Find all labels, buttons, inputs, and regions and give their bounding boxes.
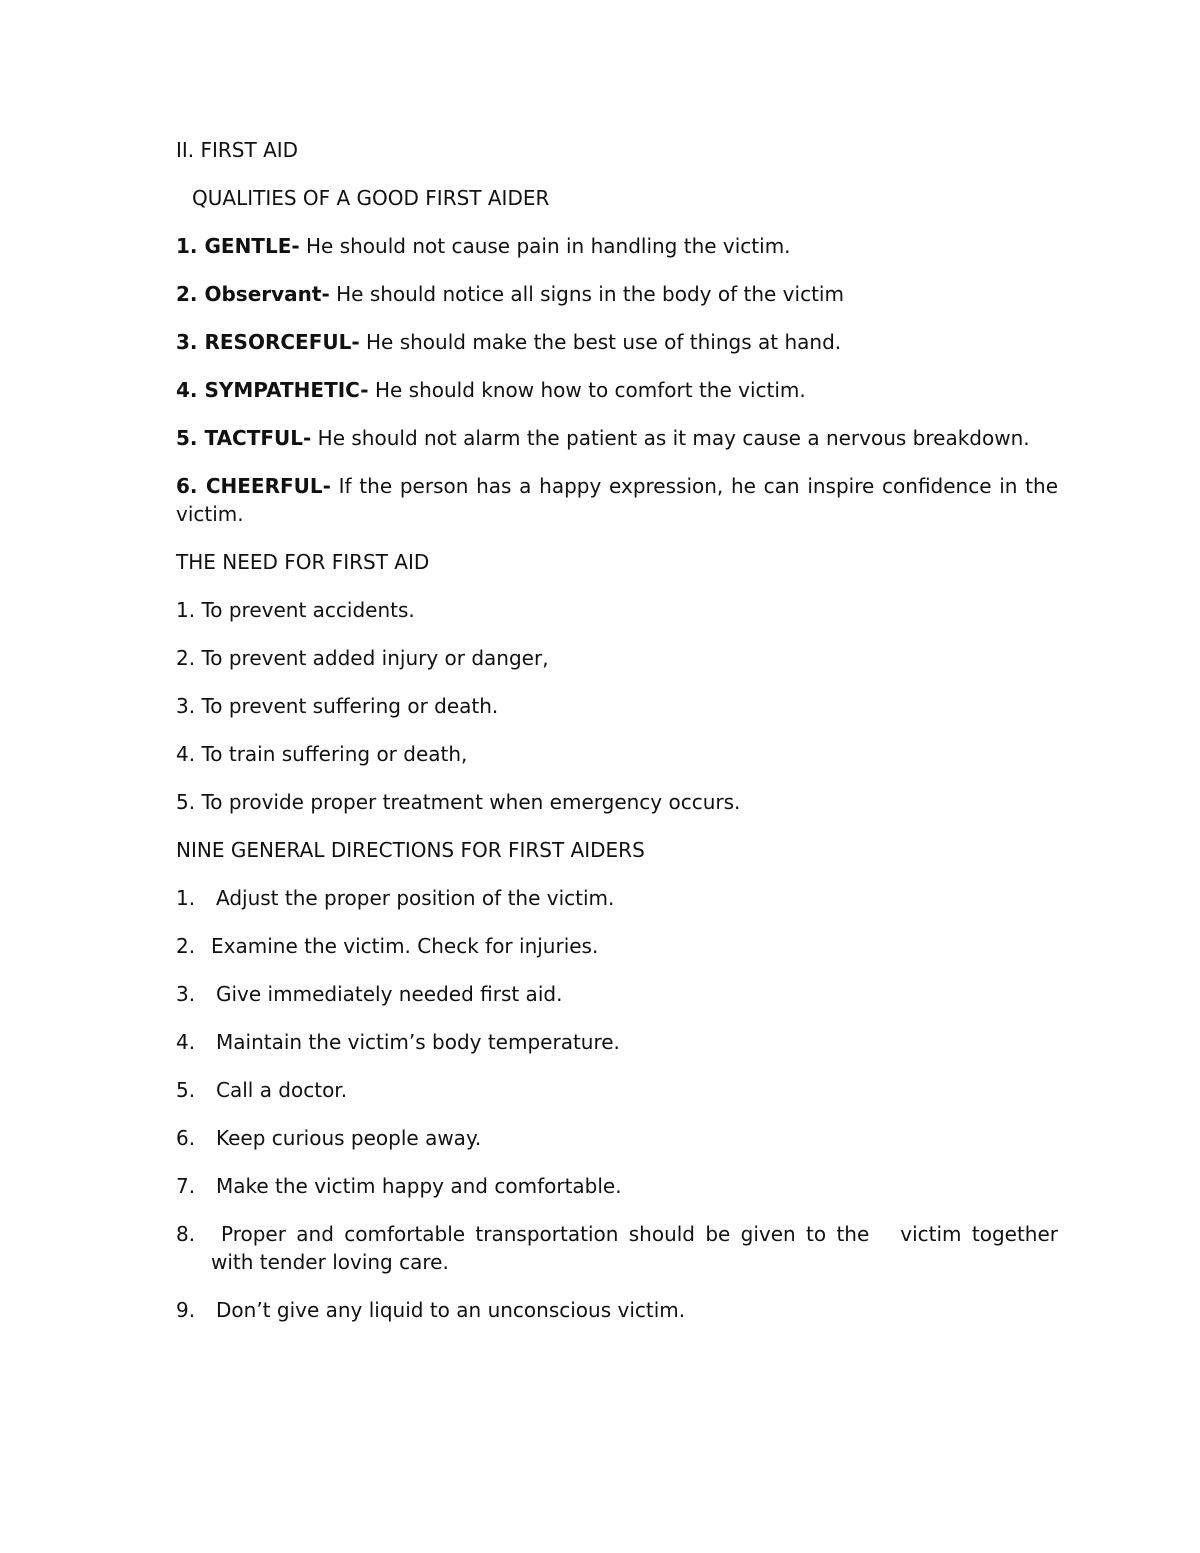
- direction-text: Proper and comfortable transportation should be given to the victim together with tender loving care.: [211, 1222, 1065, 1274]
- need-item: 5. To provide proper treatment when emergency occurs.: [176, 790, 741, 814]
- need-item: 3. To prevent suffering or death.: [176, 694, 499, 718]
- quality-term: Observant-: [204, 282, 330, 306]
- directions-heading: NINE GENERAL DIRECTIONS FOR FIRST AIDERS: [176, 838, 645, 862]
- quality-text: He should not alarm the patient as it may cause a nervous breakdown.: [311, 426, 1030, 450]
- quality-number: 1.: [176, 234, 198, 258]
- quality-number: 4.: [176, 378, 198, 402]
- quality-item-cheerful: [176, 472, 1058, 528]
- quality-number: 3.: [176, 330, 198, 354]
- direction-text: Maintain the victim’s body temperature.: [216, 1030, 620, 1054]
- need-heading: THE NEED FOR FIRST AID: [176, 550, 430, 574]
- quality-number: 2.: [176, 282, 198, 306]
- quality-item-sympathetic: [176, 376, 1058, 404]
- direction-number: 5.: [176, 1078, 196, 1102]
- direction-number: 3.: [176, 982, 196, 1006]
- quality-text: If the person has a happy expression, he can inspire confidence in the victim.: [176, 474, 1058, 526]
- quality-number: 5.: [176, 426, 198, 450]
- direction-item: [176, 1124, 1058, 1152]
- direction-number: 2.: [176, 934, 196, 958]
- direction-text: Make the victim happy and comfortable.: [216, 1174, 622, 1198]
- direction-number: 8.: [176, 1222, 196, 1246]
- qualities-heading: QUALITIES OF A GOOD FIRST AIDER: [192, 186, 550, 210]
- direction-item: [176, 884, 1058, 912]
- section-title: II. FIRST AID: [176, 138, 299, 162]
- quality-item-observant: [176, 280, 1058, 308]
- quality-text: He should make the best use of things at hand.: [359, 330, 842, 354]
- direction-text: Give immediately needed first aid.: [216, 982, 563, 1006]
- direction-item: [176, 1296, 1058, 1324]
- quality-term: SYMPATHETIC-: [204, 378, 369, 402]
- direction-item: [176, 1076, 1058, 1104]
- quality-term: CHEERFUL-: [205, 474, 331, 498]
- direction-item: [176, 1028, 1058, 1056]
- quality-item-gentle: [176, 232, 1058, 260]
- direction-item: [176, 1220, 1065, 1276]
- need-item: 4. To train suffering or death,: [176, 742, 468, 766]
- quality-text: He should not cause pain in handling the victim.: [299, 234, 791, 258]
- document-page: [176, 136, 1065, 1344]
- quality-number: 6.: [176, 474, 198, 498]
- quality-text: He should know how to comfort the victim.: [368, 378, 806, 402]
- direction-item: [176, 980, 1058, 1008]
- direction-text: Don’t give any liquid to an unconscious victim.: [216, 1298, 686, 1322]
- quality-item-tactful: [176, 424, 1058, 452]
- direction-text: Keep curious people away.: [216, 1126, 482, 1150]
- quality-item-resorceful: [176, 328, 1058, 356]
- direction-item: [176, 932, 1058, 960]
- direction-text: Adjust the proper position of the victim.: [216, 886, 615, 910]
- need-item: 1. To prevent accidents.: [176, 598, 415, 622]
- need-item: 2. To prevent added injury or danger,: [176, 646, 549, 670]
- direction-number: 9.: [176, 1298, 196, 1322]
- quality-term: TACTFUL-: [204, 426, 312, 450]
- direction-number: 7.: [176, 1174, 196, 1198]
- direction-number: 1.: [176, 886, 196, 910]
- quality-term: GENTLE-: [204, 234, 300, 258]
- direction-text: Examine the victim. Check for injuries.: [211, 934, 599, 958]
- direction-number: 4.: [176, 1030, 196, 1054]
- direction-number: 6.: [176, 1126, 196, 1150]
- direction-item: [176, 1172, 1058, 1200]
- quality-term: RESORCEFUL-: [204, 330, 360, 354]
- direction-text: Call a doctor.: [216, 1078, 348, 1102]
- quality-text: He should notice all signs in the body of the victim: [329, 282, 844, 306]
